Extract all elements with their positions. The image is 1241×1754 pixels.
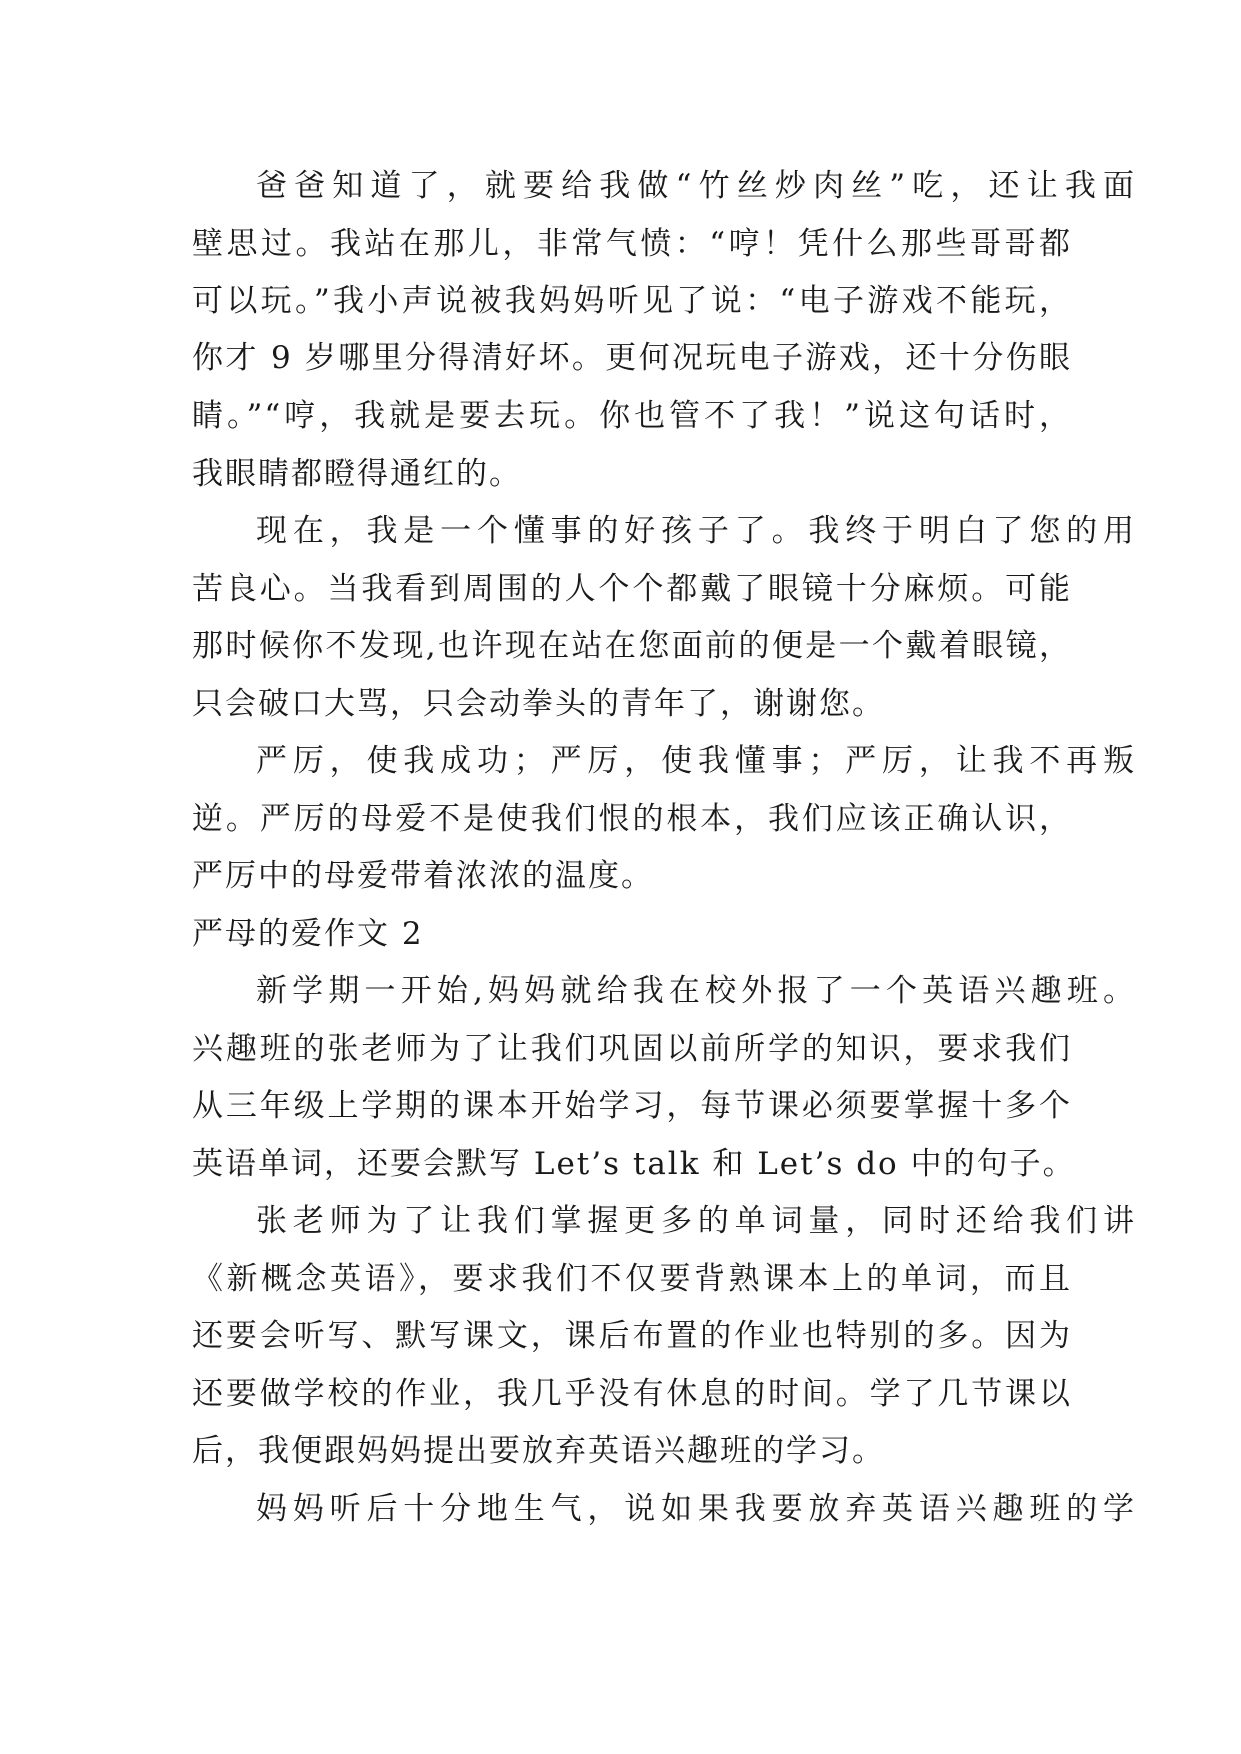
text-line: 英语单词，还要会默写 Let’s talk 和 Let’s do 中的句子。 — [192, 1146, 1076, 1182]
text-line: 后，我便跟妈妈提出要放弃英语兴趣班的学习。 — [192, 1433, 885, 1469]
text-line: 壁思过。我站在那儿，非常气愤：“哼！凭什么那些哥哥都 — [192, 226, 1072, 262]
text-line: 我眼睛都瞪得通红的。 — [192, 456, 522, 492]
text-line: 苦良心。当我看到周围的人个个都戴了眼镜十分麻烦。可能 — [192, 571, 1072, 607]
text-line: 现在，我是一个懂事的好孩子了。我终于明白了您的用 — [256, 513, 1136, 549]
text-line: 睛。”“哼，我就是要去玩。你也管不了我！”说这句话时， — [192, 398, 1072, 434]
text-line: 只会破口大骂，只会动拳头的青年了，谢谢您。 — [192, 686, 885, 722]
text-line: 张老师为了让我们掌握更多的单词量，同时还给我们讲 — [256, 1203, 1136, 1239]
text-line: 你才 9 岁哪里分得清好坏。更何况玩电子游戏，还十分伤眼 — [192, 340, 1072, 376]
text-line: 从三年级上学期的课本开始学习，每节课必须要掌握十多个 — [192, 1088, 1072, 1124]
text-line: 妈妈听后十分地生气，说如果我要放弃英语兴趣班的学 — [256, 1491, 1136, 1527]
text-line: 还要做学校的作业，我几乎没有休息的时间。学了几节课以 — [192, 1376, 1072, 1412]
text-line: 爸爸知道了，就要给我做“竹丝炒肉丝”吃，还让我面 — [256, 168, 1136, 204]
text-line: 新学期一开始,妈妈就给我在校外报了一个英语兴趣班。 — [256, 973, 1136, 1009]
text-line: 严厉中的母爱带着浓浓的温度。 — [192, 858, 654, 894]
text-line: 那时候你不发现,也许现在站在您面前的便是一个戴着眼镜， — [192, 628, 1072, 664]
text-line: 兴趣班的张老师为了让我们巩固以前所学的知识，要求我们 — [192, 1031, 1072, 1067]
text-line: 逆。严厉的母爱不是使我们恨的根本，我们应该正确认识， — [192, 801, 1072, 837]
section-heading: 严母的爱作文 2 — [192, 916, 424, 952]
text-line: 严厉，使我成功；严厉，使我懂事；严厉，让我不再叛 — [256, 743, 1136, 779]
text-line: 可以玩。”我小声说被我妈妈听见了说：“电子游戏不能玩， — [192, 283, 1072, 319]
text-line: 还要会听写、默写课文，课后布置的作业也特别的多。因为 — [192, 1318, 1072, 1354]
text-line: 《新概念英语》，要求我们不仅要背熟课本上的单词，而且 — [192, 1261, 1072, 1297]
